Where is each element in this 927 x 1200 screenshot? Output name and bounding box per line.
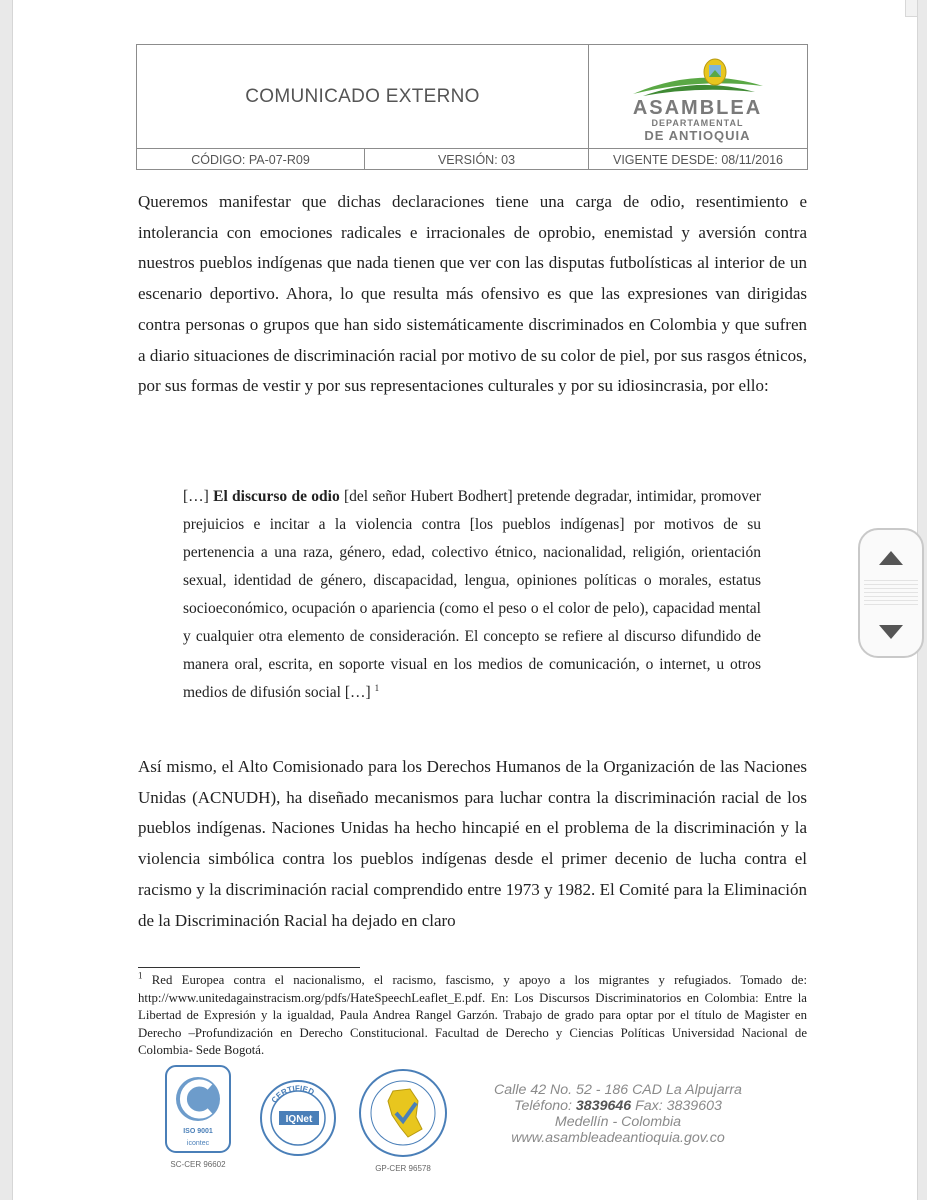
paragraph-1: Queremos manifestar que dichas declaraciones tiene una carga de odio, resentimiento e intolerancia con emociones radicales e irracionales de oprobio, enemistad y aversión contra nuestros pueblos indígenas que nada tienen que ver con las disputas futbolísticas al interior de un escenario deportivo. Ahora, lo que resulta más ofensivo es que las expresiones van dirigidas contra personas o grupos que han sido sistemáticamente discriminados en Colombia y que sufren a diario situaciones de discriminación racial por motivo de su color de piel, por sus rasgos étnicos, por sus formas de vestir y por sus representaciones culturales y por su idiosincrasia, por ello: bbox=[138, 192, 807, 396]
footnote-divider bbox=[138, 967, 360, 968]
cert3-code: GP-CER 96578 bbox=[375, 1164, 431, 1173]
footnote-number: 1 bbox=[138, 970, 143, 981]
logo-text-3: DE ANTIOQUIA bbox=[644, 128, 751, 143]
icontec-brand: icontec bbox=[186, 1140, 210, 1147]
document-header bbox=[136, 44, 808, 170]
footnote bbox=[138, 972, 807, 1060]
header-title: COMUNICADO EXTERNO bbox=[137, 45, 589, 148]
block-quote bbox=[183, 483, 761, 707]
icontec-certificate bbox=[163, 1065, 233, 1169]
address-line: Calle 42 No. 52 - 186 CAD La Alpujarra bbox=[494, 1082, 742, 1098]
quote-text: [del señor Hubert Bodhert] pretende degradar, intimidar, promover prejuicios e incitar a la violencia contra [los pueblos indígenas] por motivos de su pertenencia a una raza, género, edad, colectivo étnico, nacionalidad, religión, orientación sexual, identidad de género, discapacidad, lengua, opiniones políticas o morales, estatus socioeconómico, ocupación o apariencia (como el peso o el color de pelo), capacidad mental y cualquier otra elemento de consideración. El concepto se refiere al discurso difundido de manera oral, escrita, en soporte visual en los medios de comunicación, o internet, u otros medios de difusión social […] bbox=[183, 488, 761, 701]
phone-label: Teléfono: bbox=[514, 1098, 576, 1114]
contact-address bbox=[478, 1082, 758, 1146]
logo-emblem-icon bbox=[623, 56, 773, 98]
footnote-text: Red Europea contra el nacionalismo, el racismo, fascismo, y apoyo a los migrantes y refugiados. Tomado de: http://www.unitedagainstracism.org/pdfs/HateSpeechLeaflet_E.pdf. En: Los Discursos Discriminatorios en Colombia: Entre la Libertad de Expresión y la igualdad, Paula Andrea Rangel Garzón. Trabajo de grado para optar por el título de Magister en Derecho –Profundización en Derecho Constitucional. Facultad de Derecho y Ciencias Políticas Universidad Nacional de Colombia- Sede Bogotá. bbox=[138, 973, 807, 1057]
iso-label: ISO 9001 bbox=[183, 1128, 213, 1135]
document-code: CÓDIGO: PA-07-R09 bbox=[137, 149, 365, 170]
previous-page-button[interactable] bbox=[860, 538, 922, 578]
document-version: VERSIÓN: 03 bbox=[365, 149, 589, 170]
scrollbar[interactable] bbox=[905, 0, 917, 17]
quote-open: […] bbox=[183, 488, 214, 505]
quality-certificate bbox=[358, 1067, 448, 1173]
nav-grip[interactable] bbox=[864, 580, 918, 606]
arrow-up-icon bbox=[878, 550, 904, 566]
logo-text-1: ASAMBLEA bbox=[632, 97, 763, 119]
iqnet-ring-text: CERTIFIED bbox=[269, 1083, 316, 1105]
colombia-seal-icon bbox=[358, 1067, 448, 1159]
icontec-logo-icon bbox=[165, 1065, 231, 1155]
quote-bold: El discurso de odio bbox=[213, 488, 340, 505]
arrow-down-icon bbox=[878, 624, 904, 640]
phone-number: 3839646 bbox=[575, 1098, 632, 1114]
footnote-ref[interactable]: 1 bbox=[374, 682, 380, 693]
document-valid-from: VIGENTE DESDE: 08/11/2016 bbox=[613, 152, 783, 167]
iqnet-certificate bbox=[258, 1079, 338, 1162]
document-page bbox=[12, 0, 918, 1200]
next-page-button[interactable] bbox=[860, 612, 922, 652]
paragraph-2: Así mismo, el Alto Comisionado para los Derechos Humanos de la Organización de las Naciones Unidas (ACNUDH), ha diseñado mecanismos para luchar contra la discriminación racial de los pueblos indígenas. Naciones Unidas ha hecho hincapié en el problema de la discriminación y la violencia simbólica contra los pueblos indígenas desde el primer decenio de lucha contra el racismo y la discriminación racial comprendido entre 1973 y 1982. El Comité para la Eliminación de la Discriminación Racial ha dejado en claro bbox=[138, 757, 807, 930]
cert1-code: SC-CER 96602 bbox=[170, 1160, 226, 1169]
logo-text-2: DEPARTAMENTAL bbox=[651, 118, 744, 128]
city-line: Medellín - Colombia bbox=[554, 1114, 682, 1130]
header-meta-row bbox=[137, 148, 807, 170]
website-link[interactable]: www.asambleadeantioquia.gov.co bbox=[511, 1130, 725, 1146]
iqnet-logo-icon bbox=[259, 1079, 337, 1157]
phone-line bbox=[478, 1098, 758, 1114]
assembly-logo bbox=[588, 45, 807, 148]
fax-number: Fax: 3839603 bbox=[631, 1098, 722, 1114]
page-navigation-widget bbox=[858, 528, 924, 658]
page-footer bbox=[163, 1065, 813, 1180]
iqnet-label: IQNet bbox=[285, 1114, 313, 1125]
